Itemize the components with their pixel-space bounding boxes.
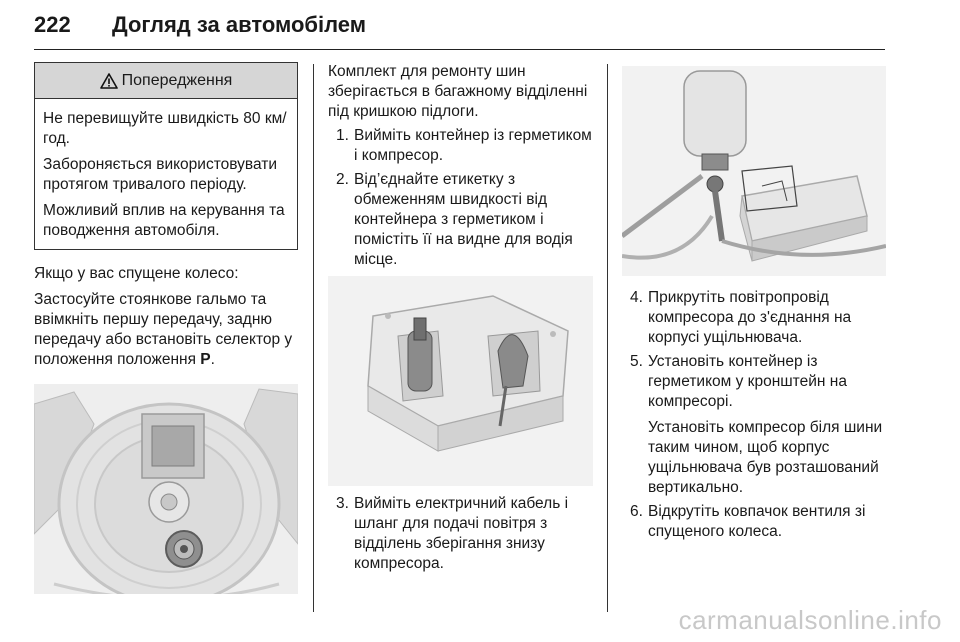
- column-middle: [328, 62, 593, 578]
- step-item: 6. Відкрутіть ковпачок вентиля зі спущеного колеса.: [630, 503, 866, 540]
- parking-brake-paragraph: Застосуйте стоянкове гальмо та ввімкніть першу передачу, задню передачу або встановіть селектор у положення положення P.: [34, 291, 293, 368]
- warning-line: Можливий вплив на керування та поводження автомобіля.: [43, 202, 285, 239]
- warning-line: Забороняється використовувати протягом тривалого періоду.: [43, 156, 277, 193]
- step-item: 4. Прикрутіть повітропровід компресора до з'єднання на корпусі ущільнювача.: [630, 289, 852, 346]
- warning-line: Не перевищуйте швидкість 80 км/год.: [43, 110, 287, 147]
- step-item: 2. Від’єднайте етикетку з обмеженням швидкості від контейнера з герметиком і помістіть її на видне для водія місце.: [336, 171, 573, 268]
- spare-wheel-well-illustration: [34, 384, 298, 594]
- compressor-compartments-illustration: [328, 276, 593, 486]
- column-divider-right: [607, 64, 608, 612]
- warning-triangle-icon: [100, 73, 118, 89]
- steps-list-3: [328, 494, 593, 574]
- gear-position-p: P: [200, 351, 211, 368]
- warning-title: Попередження: [121, 71, 233, 89]
- watermark-text: carmanualsonline.info: [678, 605, 942, 635]
- page-header: [34, 10, 885, 50]
- column-right: [622, 66, 886, 546]
- step-item: 3. Вийміть електричний кабель і шланг для подачі повітря з відділень зберігання знизу компресора.: [336, 495, 569, 572]
- steps-list-4-6: [622, 288, 886, 542]
- step-item: 5. Установіть контейнер із герметиком у кронштейн на компресорі. Установіть компресор біля шини таким чином, щоб корпус ущільнювача був розташований вертикально.: [622, 352, 886, 498]
- steps-list-1-2: [328, 126, 593, 270]
- column-left: [34, 62, 298, 594]
- page-title: Догляд за автомобілем: [112, 12, 367, 37]
- flat-tire-intro: Якщо у вас спущене колесо:: [34, 265, 239, 282]
- step-item: 1. Вийміть контейнер із герметиком і компресор.: [336, 127, 592, 164]
- step-extra-paragraph: Установіть компресор біля шини таким чином, щоб корпус ущільнювача був розташований вертикально.: [648, 419, 883, 496]
- column-divider-left: [313, 64, 314, 612]
- warning-header: [35, 63, 297, 99]
- kit-storage-paragraph: Комплект для ремонту шин зберігається в багажному відділенні під кришкою підлоги.: [328, 63, 588, 120]
- sealant-container-illustration: [622, 66, 886, 276]
- warning-body: [35, 99, 297, 249]
- page-number: 222: [34, 12, 71, 37]
- warning-box: [34, 62, 298, 250]
